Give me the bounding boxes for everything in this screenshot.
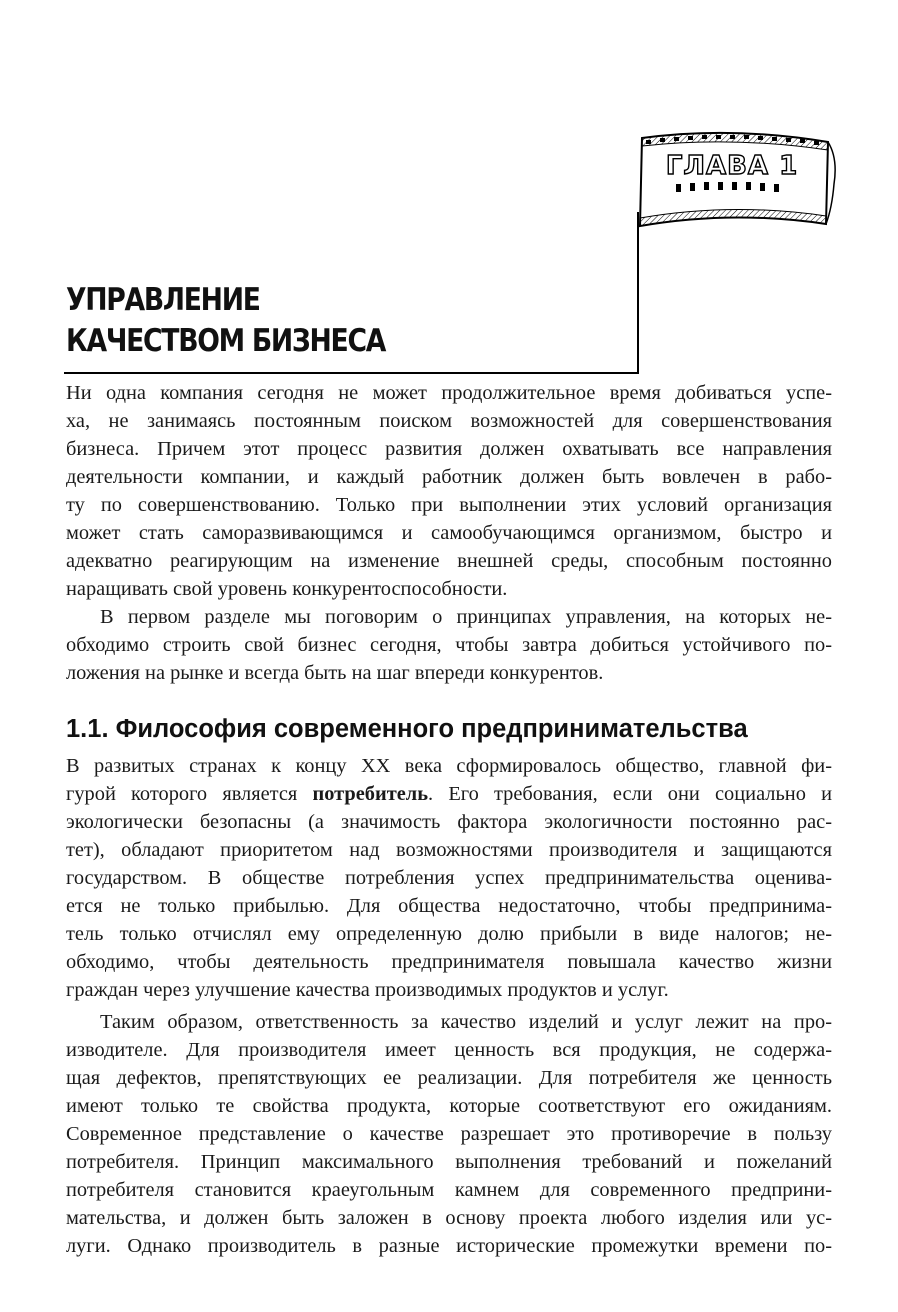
section-heading: 1.1. Философия современного предпринимательства (66, 715, 748, 743)
text-fragment: . Его требования, если они социально и (428, 783, 832, 805)
title-rule (64, 372, 639, 374)
section-body (66, 752, 832, 1260)
text-line: мательства, и должен быть заложен в основу проекта любого изделия или ус- (66, 1207, 832, 1229)
text-fragment: гурой которого является (66, 783, 313, 805)
intro-text (66, 379, 832, 687)
text-line: Ни одна компания сегодня не может продолжительное время добиваться успе- (66, 382, 832, 404)
section-paragraph-2 (66, 1008, 832, 1260)
text-line: потребителя становится краеугольным камнем для современного предприни- (66, 1179, 832, 1201)
text-line: изводителе. Для производителя имеет ценность вся продукция, не содержа- (66, 1039, 832, 1061)
text-line: Современное представление о качестве разрешает это противоречие в пользу (66, 1123, 832, 1145)
text-line: ложения на рынке и всегда быть на шаг впереди конкурентов. (66, 662, 604, 684)
text-line: В первом разделе мы поговорим о принципах управления, на которых не- (100, 606, 832, 628)
bold-term: потребитель (312, 783, 429, 805)
text-line: обходимо строить свой бизнес сегодня, чтобы завтра добиться устойчивого по- (66, 634, 832, 656)
chapter-title-line-2: КАЧЕСТВОМ БИЗНЕСА (66, 323, 386, 359)
intro-paragraph-1 (66, 379, 832, 603)
section-paragraph-1 (66, 752, 832, 1004)
text-line: обходимо, чтобы деятельность предпринимателя повышала качество жизни (66, 951, 832, 973)
text-line: В развитых странах к концу XX века сформировалось общество, главной фи- (66, 755, 832, 777)
intro-paragraph-2 (66, 603, 832, 687)
text-line: ется не только прибылью. Для общества недостаточно, чтобы предпринима- (66, 895, 832, 917)
text-line: имеют только те свойства продукта, которые соответствуют его ожиданиям. (66, 1095, 832, 1117)
text-line: государством. В обществе потребления успех предпринимательства оценива- (66, 867, 832, 889)
chapter-badge-text: ГЛАВА 1 (665, 151, 799, 181)
text-line (66, 780, 832, 808)
text-line: луги. Однако производитель в разные исторические промежутки времени по- (66, 1235, 832, 1257)
text-line: тет), обладают приоритетом над возможностями производителя и защищаются (66, 839, 832, 861)
text-line: может стать саморазвивающимся и самообучающимся организмом, быстро и (66, 522, 832, 544)
text-line: потребителя. Принцип максимального выполнения требований и пожеланий (66, 1151, 832, 1173)
text-line: щая дефектов, препятствующих ее реализации. Для потребителя же ценность (66, 1067, 832, 1089)
text-line: граждан через улучшение качества производимых продуктов и услуг. (66, 979, 669, 1001)
text-line: наращивать свой уровень конкурентоспособности. (66, 578, 508, 600)
chapter-title-line-1: УПРАВЛЕНИЕ (66, 282, 260, 318)
text-line: Таким образом, ответственность за качество изделий и услуг лежит на про- (100, 1011, 832, 1033)
text-line: деятельности компании, и каждый работник должен быть вовлечен в рабо- (66, 466, 832, 488)
chapter-banner (632, 128, 838, 240)
text-line: ха, не занимаясь постоянным поиском возможностей для совершенствования (66, 410, 832, 432)
text-line: ту по совершенствованию. Только при выполнении этих условий организация (66, 494, 832, 516)
text-line: экологически безопасны (а значимость фактора экологичности постоянно рас- (66, 811, 832, 833)
text-line: тель только отчислял ему определенную долю прибыли в виде налогов; не- (66, 923, 832, 945)
text-line: бизнеса. Причем этот процесс развития должен охватывать все направления (66, 438, 832, 460)
chapter-title (66, 280, 385, 362)
banner-pole (637, 212, 639, 374)
text-line: адекватно реагирующим на изменение внешней среды, способным постоянно (66, 550, 832, 572)
